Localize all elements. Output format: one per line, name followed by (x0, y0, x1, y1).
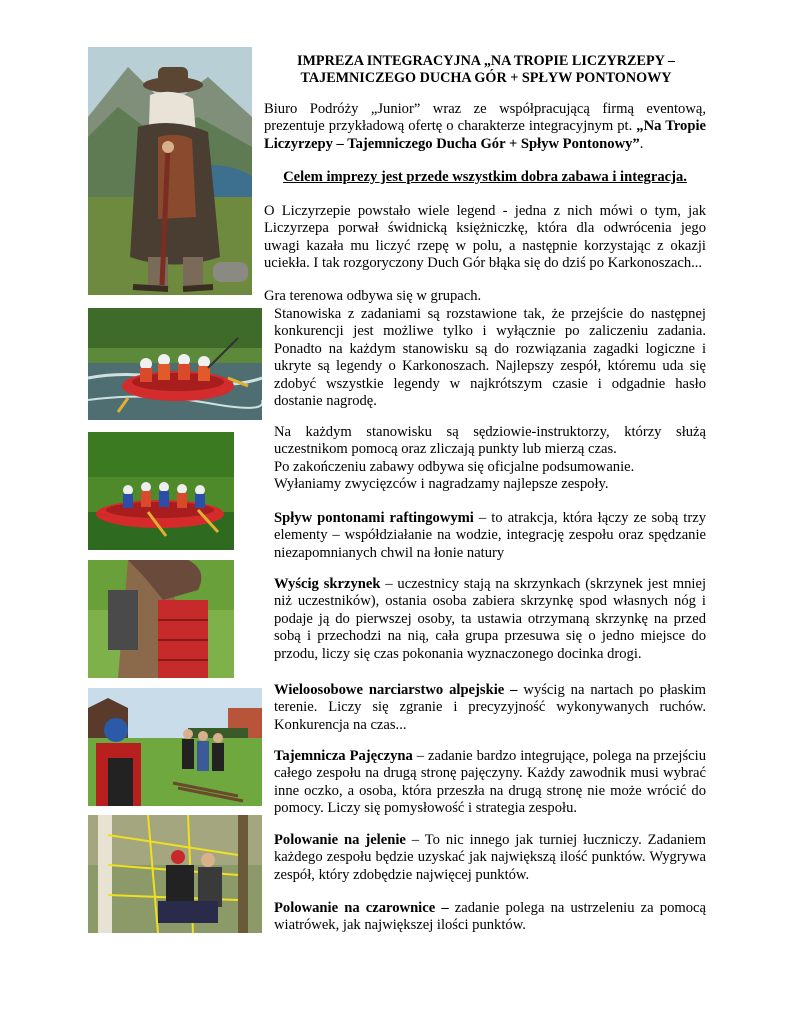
legend-paragraph: O Liczyrzepie powstało wiele legend - jedna z nich mówi o tym, jak Liczyrzepa porwał świdnicką księżniczkę, która dla odwrócenia jego uwagi kazała mu liczyć rzepę w polu, a następnie korzystając z okazji uciekła. I tak rozgoryczony Duch Gór błąka się do dziś po Karkonoszach... (264, 203, 706, 272)
witch-text: zadanie polega na ustrzeleniu za pomocą wiatrówek, jak największej ilości punktów. (274, 900, 706, 934)
deer-paragraph (274, 832, 706, 884)
spider-web-photo (88, 815, 262, 933)
skiing-photo (88, 688, 262, 806)
web-heading: Tajemnicza Pajęczyna (274, 748, 413, 764)
judges-line-3: Wyłaniamy zwycięzców i nagradzamy najlepsze zespoły. (274, 476, 609, 493)
page-title (266, 53, 706, 87)
witch-paragraph (274, 900, 706, 935)
rafting-photo-2 (88, 432, 234, 550)
intro-text: Biuro Podróży „Junior” wraz ze współpracującą firmą eventową, prezentuje przykładową ofertę o charakterze integracyjnym pt. (264, 101, 706, 135)
title-line-1: IMPREZA INTEGRACYJNA „NA TROPIE LICZYRZEPY – (297, 53, 675, 69)
goal-heading (264, 169, 706, 186)
crates-text: – uczestnicy stają na skrzynkach (skrzynek jest mniej niż uczestników), ostania osoba zabiera skrzynkę spod własnych nóg i podaje ją do pierwszej osoby, ta ustawia otrzymaną skrzynkę na przed sobą i przechodzi na nią, cała grupa przesuwa się o jedno miejsce do przodu, liczy się czas pokonania wyznaczonego docinka drogi. (274, 576, 707, 662)
goal-text: Celem imprezy jest przede wszystkim dobra zabawa i integracja. (283, 169, 687, 185)
web-text: – zadanie bardzo integrujące, polega na przejściu całego zespołu na drugą stronę pajęczyny. Każdy zawodnik musi wybrać inne oczko, a osoba, która przeszła na drugą stronę nie może wrócić do pomocy. Liczy się pomysłowość i strategia zespołu. (274, 748, 706, 817)
judges-paragraph (274, 424, 706, 494)
ski-text: wyścig na nartach po płaskim terenie. Liczy się zgranie i precyzyjność wykonywanych ruchów. Konkurencja na czas... (274, 682, 707, 733)
ski-paragraph (274, 682, 706, 734)
rafting-text: – to atrakcja, która łączy ze sobą trzy elementy – współdziałanie na wodzie, integrację zespołu oraz spędzanie niezapomnianych chwil na łonie natury (274, 510, 706, 561)
ski-heading: Wieloosobowe narciarstwo alpejskie – (274, 682, 518, 698)
crates-heading: Wyścig skrzynek (274, 576, 381, 592)
crates-paragraph (274, 576, 706, 663)
title-line-2: TAJEMNICZEGO DUCHA GÓR + SPŁYW PONTONOWY (300, 70, 672, 86)
deer-text: – To nic innego jak turniej łuczniczy. Zadaniem każdego zespołu będzie uzyskać jak największą ilość punktów. Wygrywa zespół, który zdobędzie najwięcej punktów. (274, 832, 707, 883)
groups-line: Gra terenowa odbywa się w grupach. (264, 288, 482, 304)
intro-paragraph (264, 101, 706, 153)
rafting-paragraph (274, 510, 706, 562)
web-paragraph (274, 748, 706, 818)
intro-event-name: „Na Tropie Liczyrzepy – Tajemniczego Ducha Gór + Spływ Pontonowy” (264, 118, 707, 152)
judges-line-1: Na każdym stanowisku są sędziowie-instruktorzy, którzy służą uczestnikom pomocą oraz zliczają punkty lub mierzą czas. (274, 424, 706, 458)
stations-paragraph: Stanowiska z zadaniami są rozstawione tak, że przejście do następnej konkurencji jest możliwe tylko i wyłącznie po zaliczeniu zadania. Ponadto na każdym stanowisku są do rozwiązania zagadki logiczne i ukryte są legendy o Karkonoszach. Najlepszy zespół, któremu uda się zdobyć wszystkie legendy w najkrótszym czasie i odgadnie hasło dostanie nagrodę. (274, 306, 706, 410)
deer-heading: Polowanie na jelenie (274, 832, 406, 848)
intro-end: . (639, 135, 644, 152)
witch-heading: Polowanie na czarownice – (274, 900, 449, 916)
crates-race-photo (88, 560, 234, 678)
rafting-heading: Spływ pontonami raftingowymi (274, 510, 474, 526)
liczyrzepa-illustration (88, 47, 252, 295)
judges-line-2: Po zakończeniu zabawy odbywa się oficjalne podsumowanie. (274, 458, 635, 475)
rafting-photo-1 (88, 308, 262, 420)
